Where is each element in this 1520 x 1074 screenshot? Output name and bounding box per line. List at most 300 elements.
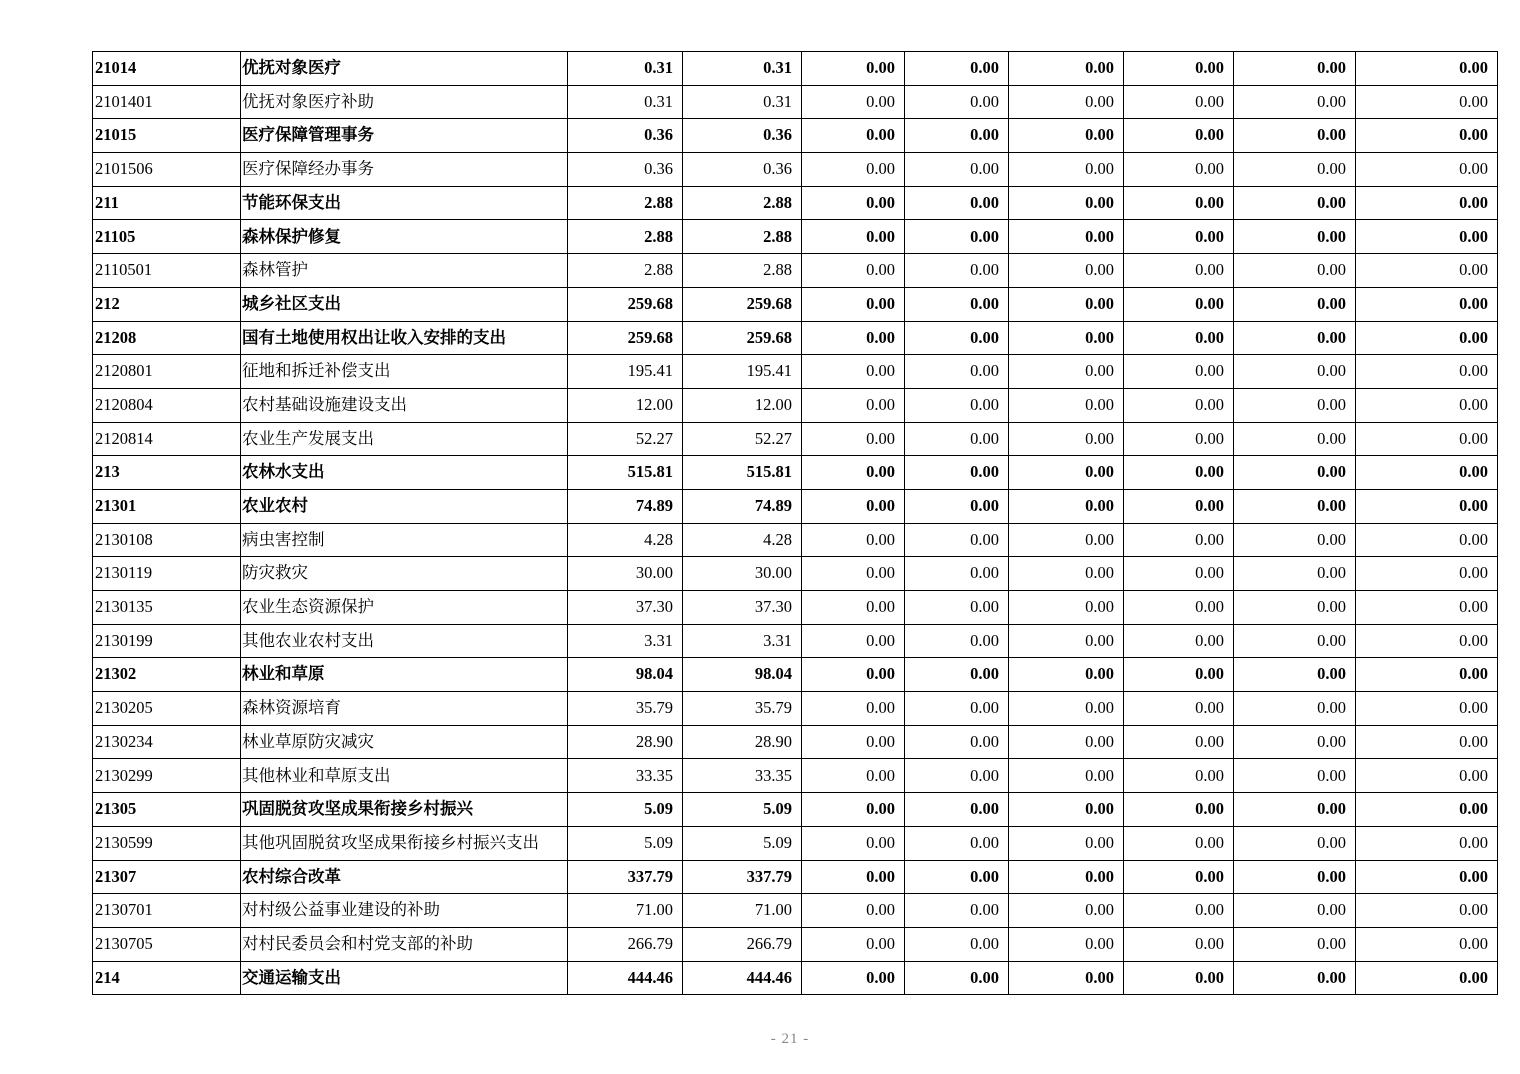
amount-cell: 37.30 (683, 591, 802, 625)
table-row (93, 388, 1498, 422)
amount-cell: 0.00 (1009, 119, 1124, 153)
amount-cell: 0.00 (802, 826, 905, 860)
table-row (93, 186, 1498, 220)
table-row (93, 85, 1498, 119)
subject-code-cell: 214 (93, 961, 241, 995)
amount-cell: 0.00 (905, 119, 1009, 153)
amount-cell: 0.00 (905, 287, 1009, 321)
amount-cell: 0.00 (1356, 793, 1498, 827)
amount-cell: 5.09 (568, 826, 683, 860)
subject-code-cell: 21301 (93, 489, 241, 523)
amount-cell: 2.88 (683, 220, 802, 254)
amount-cell: 98.04 (568, 658, 683, 692)
amount-cell: 0.00 (1124, 388, 1234, 422)
subject-name-cell: 森林资源培育 (241, 692, 568, 726)
amount-cell: 35.79 (568, 692, 683, 726)
amount-cell: 0.00 (1234, 287, 1356, 321)
amount-cell: 0.00 (905, 793, 1009, 827)
amount-cell: 0.00 (1356, 860, 1498, 894)
amount-cell: 0.00 (802, 85, 905, 119)
amount-cell: 0.00 (1356, 85, 1498, 119)
subject-code-cell: 2110501 (93, 254, 241, 288)
subject-code-cell: 21015 (93, 119, 241, 153)
amount-cell: 0.00 (802, 456, 905, 490)
amount-cell: 2.88 (683, 186, 802, 220)
amount-cell: 0.00 (1124, 153, 1234, 187)
amount-cell: 259.68 (683, 287, 802, 321)
amount-cell: 0.00 (802, 692, 905, 726)
amount-cell: 0.00 (1234, 254, 1356, 288)
amount-cell: 0.00 (1124, 523, 1234, 557)
table-row (93, 52, 1498, 86)
amount-cell: 0.00 (802, 927, 905, 961)
amount-cell: 0.00 (1356, 186, 1498, 220)
subject-code-cell: 212 (93, 287, 241, 321)
subject-code-cell: 2101506 (93, 153, 241, 187)
subject-name-cell: 巩固脱贫攻坚成果衔接乡村振兴 (241, 793, 568, 827)
amount-cell: 0.00 (1009, 793, 1124, 827)
amount-cell: 337.79 (683, 860, 802, 894)
subject-code-cell: 2130108 (93, 523, 241, 557)
amount-cell: 0.00 (1234, 186, 1356, 220)
amount-cell: 0.00 (1124, 456, 1234, 490)
amount-cell: 444.46 (568, 961, 683, 995)
subject-name-cell: 农业生态资源保护 (241, 591, 568, 625)
amount-cell: 0.00 (905, 321, 1009, 355)
amount-cell: 0.00 (1124, 220, 1234, 254)
amount-cell: 0.00 (1234, 826, 1356, 860)
subject-name-cell: 其他巩固脱贫攻坚成果衔接乡村振兴支出 (241, 826, 568, 860)
amount-cell: 195.41 (683, 355, 802, 389)
amount-cell: 0.00 (1234, 422, 1356, 456)
amount-cell: 0.00 (1356, 287, 1498, 321)
amount-cell: 0.00 (905, 624, 1009, 658)
amount-cell: 0.00 (802, 355, 905, 389)
subject-name-cell: 医疗保障经办事务 (241, 153, 568, 187)
amount-cell: 2.88 (683, 254, 802, 288)
table-row (93, 355, 1498, 389)
amount-cell: 0.00 (1234, 557, 1356, 591)
table-row (93, 119, 1498, 153)
subject-code-cell: 2130299 (93, 759, 241, 793)
amount-cell: 0.00 (1124, 355, 1234, 389)
amount-cell: 0.31 (568, 85, 683, 119)
amount-cell: 0.00 (802, 52, 905, 86)
amount-cell: 35.79 (683, 692, 802, 726)
amount-cell: 0.00 (1124, 287, 1234, 321)
amount-cell: 71.00 (683, 894, 802, 928)
amount-cell: 0.00 (1009, 489, 1124, 523)
amount-cell: 0.00 (802, 254, 905, 288)
amount-cell: 0.00 (1009, 557, 1124, 591)
amount-cell: 0.00 (1124, 725, 1234, 759)
amount-cell: 33.35 (568, 759, 683, 793)
subject-name-cell: 优抚对象医疗补助 (241, 85, 568, 119)
subject-code-cell: 2130199 (93, 624, 241, 658)
amount-cell: 0.00 (802, 119, 905, 153)
amount-cell: 0.00 (802, 894, 905, 928)
amount-cell: 0.00 (1124, 692, 1234, 726)
table-row (93, 658, 1498, 692)
amount-cell: 0.00 (802, 388, 905, 422)
amount-cell: 0.00 (802, 557, 905, 591)
amount-cell: 0.00 (1234, 85, 1356, 119)
amount-cell: 0.00 (1124, 860, 1234, 894)
amount-cell: 2.88 (568, 220, 683, 254)
subject-name-cell: 农村综合改革 (241, 860, 568, 894)
subject-code-cell: 2120801 (93, 355, 241, 389)
amount-cell: 0.00 (1009, 692, 1124, 726)
amount-cell: 28.90 (568, 725, 683, 759)
amount-cell: 0.00 (1009, 826, 1124, 860)
amount-cell: 74.89 (568, 489, 683, 523)
amount-cell: 0.00 (1124, 624, 1234, 658)
table-row (93, 254, 1498, 288)
amount-cell: 0.00 (1234, 355, 1356, 389)
amount-cell: 0.00 (1356, 422, 1498, 456)
amount-cell: 515.81 (568, 456, 683, 490)
subject-code-cell: 21105 (93, 220, 241, 254)
amount-cell: 0.00 (1009, 591, 1124, 625)
table-row (93, 692, 1498, 726)
amount-cell: 0.00 (802, 220, 905, 254)
amount-cell: 0.00 (1009, 658, 1124, 692)
amount-cell: 0.00 (1234, 321, 1356, 355)
amount-cell: 0.00 (1009, 725, 1124, 759)
amount-cell: 0.00 (1356, 725, 1498, 759)
amount-cell: 0.00 (1356, 119, 1498, 153)
amount-cell: 0.00 (905, 826, 1009, 860)
table-row (93, 725, 1498, 759)
amount-cell: 0.00 (802, 658, 905, 692)
table-row (93, 793, 1498, 827)
amount-cell: 0.00 (1124, 422, 1234, 456)
amount-cell: 28.90 (683, 725, 802, 759)
subject-name-cell: 国有土地使用权出让收入安排的支出 (241, 321, 568, 355)
subject-name-cell: 农林水支出 (241, 456, 568, 490)
subject-name-cell: 征地和拆迁补偿支出 (241, 355, 568, 389)
amount-cell: 0.00 (1356, 927, 1498, 961)
amount-cell: 0.00 (1009, 254, 1124, 288)
subject-code-cell: 2101401 (93, 85, 241, 119)
table-row (93, 422, 1498, 456)
amount-cell: 0.00 (802, 591, 905, 625)
subject-name-cell: 城乡社区支出 (241, 287, 568, 321)
subject-code-cell: 2130705 (93, 927, 241, 961)
amount-cell: 0.00 (905, 220, 1009, 254)
amount-cell: 0.00 (1234, 489, 1356, 523)
subject-code-cell: 213 (93, 456, 241, 490)
amount-cell: 0.36 (568, 153, 683, 187)
subject-name-cell: 优抚对象医疗 (241, 52, 568, 86)
amount-cell: 0.00 (905, 759, 1009, 793)
amount-cell: 0.00 (1356, 388, 1498, 422)
subject-name-cell: 病虫害控制 (241, 523, 568, 557)
table-row (93, 220, 1498, 254)
amount-cell: 0.00 (1009, 355, 1124, 389)
amount-cell: 0.00 (802, 523, 905, 557)
subject-code-cell: 2130701 (93, 894, 241, 928)
subject-name-cell: 节能环保支出 (241, 186, 568, 220)
amount-cell: 30.00 (568, 557, 683, 591)
amount-cell: 195.41 (568, 355, 683, 389)
subject-code-cell: 2130599 (93, 826, 241, 860)
amount-cell: 0.00 (905, 355, 1009, 389)
amount-cell: 0.00 (1234, 894, 1356, 928)
subject-code-cell: 2120814 (93, 422, 241, 456)
amount-cell: 0.36 (683, 119, 802, 153)
amount-cell: 0.00 (802, 725, 905, 759)
amount-cell: 0.00 (1124, 321, 1234, 355)
amount-cell: 0.00 (905, 254, 1009, 288)
amount-cell: 0.00 (1009, 961, 1124, 995)
amount-cell: 0.36 (568, 119, 683, 153)
amount-cell: 2.88 (568, 186, 683, 220)
amount-cell: 515.81 (683, 456, 802, 490)
amount-cell: 0.00 (1009, 85, 1124, 119)
subject-name-cell: 其他林业和草原支出 (241, 759, 568, 793)
table-row (93, 860, 1498, 894)
amount-cell: 0.00 (905, 692, 1009, 726)
amount-cell: 0.00 (905, 557, 1009, 591)
amount-cell: 0.00 (802, 186, 905, 220)
subject-code-cell: 211 (93, 186, 241, 220)
subject-code-cell: 2130234 (93, 725, 241, 759)
amount-cell: 0.00 (905, 725, 1009, 759)
amount-cell: 12.00 (568, 388, 683, 422)
amount-cell: 0.00 (1124, 759, 1234, 793)
amount-cell: 0.00 (1234, 220, 1356, 254)
amount-cell: 0.00 (802, 422, 905, 456)
amount-cell: 0.00 (1124, 489, 1234, 523)
amount-cell: 0.31 (683, 52, 802, 86)
amount-cell: 259.68 (568, 321, 683, 355)
amount-cell: 0.00 (1356, 826, 1498, 860)
amount-cell: 0.00 (1356, 624, 1498, 658)
amount-cell: 0.00 (1124, 793, 1234, 827)
amount-cell: 0.00 (1124, 254, 1234, 288)
amount-cell: 0.31 (683, 85, 802, 119)
subject-code-cell: 2120804 (93, 388, 241, 422)
amount-cell: 0.00 (802, 793, 905, 827)
table-row (93, 456, 1498, 490)
amount-cell: 0.00 (1234, 153, 1356, 187)
amount-cell: 0.00 (905, 52, 1009, 86)
amount-cell: 0.00 (1356, 894, 1498, 928)
amount-cell: 0.00 (802, 287, 905, 321)
amount-cell: 0.00 (1009, 153, 1124, 187)
budget-table (92, 51, 1498, 995)
amount-cell: 0.00 (1234, 456, 1356, 490)
amount-cell: 0.00 (1356, 759, 1498, 793)
table-row (93, 927, 1498, 961)
amount-cell: 0.00 (1356, 557, 1498, 591)
amount-cell: 0.00 (1356, 658, 1498, 692)
amount-cell: 0.00 (802, 624, 905, 658)
table-row (93, 287, 1498, 321)
subject-name-cell: 其他农业农村支出 (241, 624, 568, 658)
amount-cell: 0.00 (905, 961, 1009, 995)
amount-cell: 0.00 (1009, 220, 1124, 254)
amount-cell: 0.00 (1356, 355, 1498, 389)
amount-cell: 0.00 (1234, 591, 1356, 625)
subject-code-cell: 2130119 (93, 557, 241, 591)
amount-cell: 0.00 (1009, 894, 1124, 928)
amount-cell: 0.00 (905, 658, 1009, 692)
amount-cell: 0.00 (1124, 658, 1234, 692)
table-row (93, 894, 1498, 928)
amount-cell: 0.00 (1234, 692, 1356, 726)
amount-cell: 0.00 (1356, 692, 1498, 726)
amount-cell: 0.00 (802, 860, 905, 894)
amount-cell: 74.89 (683, 489, 802, 523)
amount-cell: 259.68 (683, 321, 802, 355)
amount-cell: 0.00 (1009, 52, 1124, 86)
amount-cell: 337.79 (568, 860, 683, 894)
amount-cell: 3.31 (568, 624, 683, 658)
amount-cell: 0.00 (1124, 894, 1234, 928)
amount-cell: 0.00 (1009, 422, 1124, 456)
amount-cell: 0.00 (1124, 927, 1234, 961)
amount-cell: 0.36 (683, 153, 802, 187)
amount-cell: 0.00 (1124, 826, 1234, 860)
amount-cell: 0.00 (1356, 220, 1498, 254)
subject-name-cell: 农村基础设施建设支出 (241, 388, 568, 422)
amount-cell: 0.00 (1356, 456, 1498, 490)
amount-cell: 4.28 (683, 523, 802, 557)
amount-cell: 0.00 (905, 591, 1009, 625)
amount-cell: 33.35 (683, 759, 802, 793)
amount-cell: 0.00 (1234, 860, 1356, 894)
amount-cell: 0.00 (1234, 658, 1356, 692)
amount-cell: 0.00 (1009, 523, 1124, 557)
amount-cell: 71.00 (568, 894, 683, 928)
amount-cell: 37.30 (568, 591, 683, 625)
table-row (93, 489, 1498, 523)
amount-cell: 0.00 (905, 153, 1009, 187)
amount-cell: 0.00 (905, 186, 1009, 220)
amount-cell: 0.00 (905, 489, 1009, 523)
amount-cell: 3.31 (683, 624, 802, 658)
table-row (93, 624, 1498, 658)
amount-cell: 0.00 (1124, 557, 1234, 591)
amount-cell: 0.00 (802, 961, 905, 995)
amount-cell: 52.27 (683, 422, 802, 456)
amount-cell: 259.68 (568, 287, 683, 321)
amount-cell: 0.00 (1009, 388, 1124, 422)
subject-name-cell: 防灾救灾 (241, 557, 568, 591)
amount-cell: 0.00 (1356, 321, 1498, 355)
amount-cell: 0.31 (568, 52, 683, 86)
amount-cell: 0.00 (1356, 961, 1498, 995)
amount-cell: 0.00 (1356, 254, 1498, 288)
amount-cell: 0.00 (1356, 52, 1498, 86)
amount-cell: 0.00 (1009, 456, 1124, 490)
subject-code-cell: 21305 (93, 793, 241, 827)
subject-name-cell: 森林管护 (241, 254, 568, 288)
amount-cell: 0.00 (802, 759, 905, 793)
amount-cell: 52.27 (568, 422, 683, 456)
amount-cell: 0.00 (802, 321, 905, 355)
amount-cell: 0.00 (1124, 85, 1234, 119)
subject-name-cell: 林业草原防灾减灾 (241, 725, 568, 759)
amount-cell: 0.00 (1234, 119, 1356, 153)
amount-cell: 0.00 (1234, 725, 1356, 759)
amount-cell: 0.00 (905, 523, 1009, 557)
table-row (93, 961, 1498, 995)
amount-cell: 0.00 (1009, 860, 1124, 894)
subject-code-cell: 21208 (93, 321, 241, 355)
subject-name-cell: 医疗保障管理事务 (241, 119, 568, 153)
amount-cell: 0.00 (1124, 591, 1234, 625)
amount-cell: 5.09 (568, 793, 683, 827)
table-row (93, 826, 1498, 860)
subject-name-cell: 农业农村 (241, 489, 568, 523)
amount-cell: 0.00 (1234, 927, 1356, 961)
amount-cell: 444.46 (683, 961, 802, 995)
table-row (93, 557, 1498, 591)
amount-cell: 0.00 (905, 85, 1009, 119)
amount-cell: 12.00 (683, 388, 802, 422)
subject-code-cell: 21302 (93, 658, 241, 692)
amount-cell: 0.00 (905, 860, 1009, 894)
amount-cell: 30.00 (683, 557, 802, 591)
subject-name-cell: 对村级公益事业建设的补助 (241, 894, 568, 928)
amount-cell: 0.00 (1234, 961, 1356, 995)
amount-cell: 5.09 (683, 826, 802, 860)
amount-cell: 4.28 (568, 523, 683, 557)
subject-name-cell: 农业生产发展支出 (241, 422, 568, 456)
amount-cell: 0.00 (1124, 186, 1234, 220)
amount-cell: 0.00 (1124, 119, 1234, 153)
amount-cell: 0.00 (1234, 793, 1356, 827)
table-row (93, 759, 1498, 793)
amount-cell: 0.00 (905, 456, 1009, 490)
subject-code-cell: 21014 (93, 52, 241, 86)
subject-code-cell: 2130135 (93, 591, 241, 625)
table-row (93, 321, 1498, 355)
amount-cell: 0.00 (905, 422, 1009, 456)
page-number: - 21 - (770, 1031, 810, 1047)
amount-cell: 0.00 (802, 153, 905, 187)
table-row (93, 153, 1498, 187)
table-row (93, 523, 1498, 557)
amount-cell: 0.00 (1356, 153, 1498, 187)
subject-name-cell: 林业和草原 (241, 658, 568, 692)
amount-cell: 0.00 (1356, 489, 1498, 523)
amount-cell: 0.00 (1234, 388, 1356, 422)
subject-name-cell: 交通运输支出 (241, 961, 568, 995)
amount-cell: 0.00 (1356, 523, 1498, 557)
table-body (93, 52, 1498, 995)
table-row (93, 591, 1498, 625)
subject-code-cell: 21307 (93, 860, 241, 894)
amount-cell: 0.00 (1009, 287, 1124, 321)
amount-cell: 2.88 (568, 254, 683, 288)
subject-code-cell: 2130205 (93, 692, 241, 726)
amount-cell: 0.00 (1124, 52, 1234, 86)
amount-cell: 266.79 (568, 927, 683, 961)
amount-cell: 0.00 (905, 894, 1009, 928)
subject-name-cell: 森林保护修复 (241, 220, 568, 254)
amount-cell: 0.00 (1009, 186, 1124, 220)
amount-cell: 0.00 (1234, 523, 1356, 557)
amount-cell: 0.00 (1356, 591, 1498, 625)
amount-cell: 5.09 (683, 793, 802, 827)
amount-cell: 0.00 (1124, 961, 1234, 995)
amount-cell: 0.00 (802, 489, 905, 523)
amount-cell: 0.00 (1234, 624, 1356, 658)
